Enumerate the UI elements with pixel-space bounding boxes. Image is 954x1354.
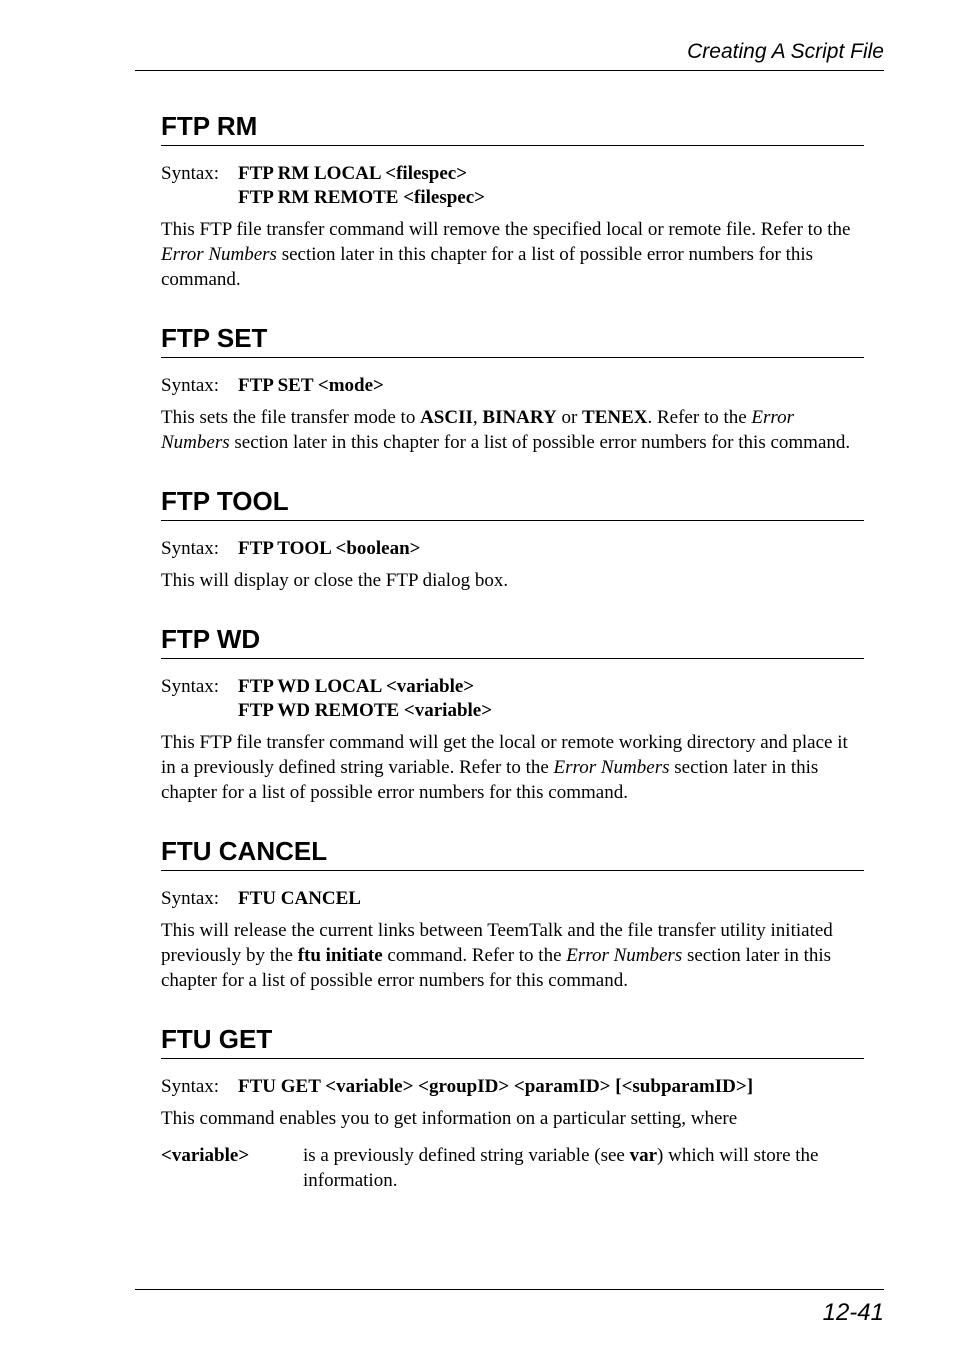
- syntax-block: [161, 162, 864, 210]
- syntax-label: Syntax:: [161, 375, 220, 396]
- section-ftu-cancel: [161, 835, 864, 993]
- syntax-block: [161, 374, 864, 398]
- section-heading: FTP RM: [161, 110, 864, 146]
- syntax-line: FTP WD LOCAL <variable>: [238, 676, 475, 697]
- section-heading: FTP SET: [161, 322, 864, 358]
- syntax-lines: [238, 374, 384, 398]
- syntax-line: FTU CANCEL: [238, 888, 361, 909]
- syntax-line: FTP WD REMOTE <variable>: [238, 700, 493, 721]
- syntax-block: [161, 1075, 864, 1099]
- section-heading: FTU CANCEL: [161, 835, 864, 871]
- footer-rule: [135, 1289, 884, 1290]
- page-number: 12-41: [822, 1299, 884, 1326]
- section-description: This FTP file transfer command will remove the specified local or remote file. Refer to the Error Numbers section later in this chapter for a list of possible error numbers for this command.: [161, 219, 851, 290]
- definition-row: [161, 1143, 864, 1193]
- section-ftp-set: [161, 322, 864, 455]
- syntax-lines: [238, 1075, 753, 1099]
- section-ftp-wd: [161, 623, 864, 805]
- syntax-lines: [238, 537, 421, 561]
- syntax-line: FTP SET <mode>: [238, 375, 384, 396]
- section-heading: FTP WD: [161, 623, 864, 659]
- section-heading: FTP TOOL: [161, 485, 864, 521]
- syntax-block: [161, 675, 864, 723]
- section-description: This command enables you to get information on a particular setting, where: [161, 1108, 738, 1129]
- syntax-line: FTP RM REMOTE <filespec>: [238, 187, 485, 208]
- syntax-block: [161, 887, 864, 911]
- definition-term: <variable>: [161, 1145, 250, 1166]
- section-heading: FTU GET: [161, 1023, 864, 1059]
- syntax-lines: [238, 675, 492, 723]
- section-ftp-rm: [161, 110, 864, 292]
- section-description: This will display or close the FTP dialog box.: [161, 570, 509, 591]
- section-ftu-get: [161, 1023, 864, 1193]
- syntax-label: Syntax:: [161, 538, 220, 559]
- page-content: [161, 110, 864, 1223]
- syntax-block: [161, 537, 864, 561]
- syntax-label: Syntax:: [161, 163, 220, 184]
- header-rule: [135, 70, 884, 71]
- section-description: This sets the file transfer mode to ASCII, BINARY or TENEX. Refer to the Error Numbers section later in this chapter for a list of possible error numbers for this command.: [161, 407, 851, 453]
- syntax-line: FTP TOOL <boolean>: [238, 538, 421, 559]
- syntax-label: Syntax:: [161, 676, 220, 697]
- syntax-label: Syntax:: [161, 1076, 220, 1097]
- definition-description: is a previously defined string variable (see var) which will store the information.: [303, 1145, 819, 1191]
- syntax-line: FTU GET <variable> <groupID> <paramID> [<subparamID>]: [238, 1076, 754, 1097]
- running-header: Creating A Script File: [687, 40, 884, 63]
- section-description: This will release the current links between TeemTalk and the file transfer utility initiated previously by the ftu initiate command. Refer to the Error Numbers section later in this chapter for a list of possible error numbers for this command.: [161, 920, 833, 991]
- section-ftp-tool: [161, 485, 864, 593]
- syntax-lines: [238, 162, 485, 210]
- syntax-lines: [238, 887, 361, 911]
- syntax-line: FTP RM LOCAL <filespec>: [238, 163, 468, 184]
- section-description: This FTP file transfer command will get the local or remote working directory and place it in a previously defined string variable. Refer to the Error Numbers section later in this chapter for a list of possible error numbers for this command.: [161, 732, 848, 803]
- syntax-label: Syntax:: [161, 888, 220, 909]
